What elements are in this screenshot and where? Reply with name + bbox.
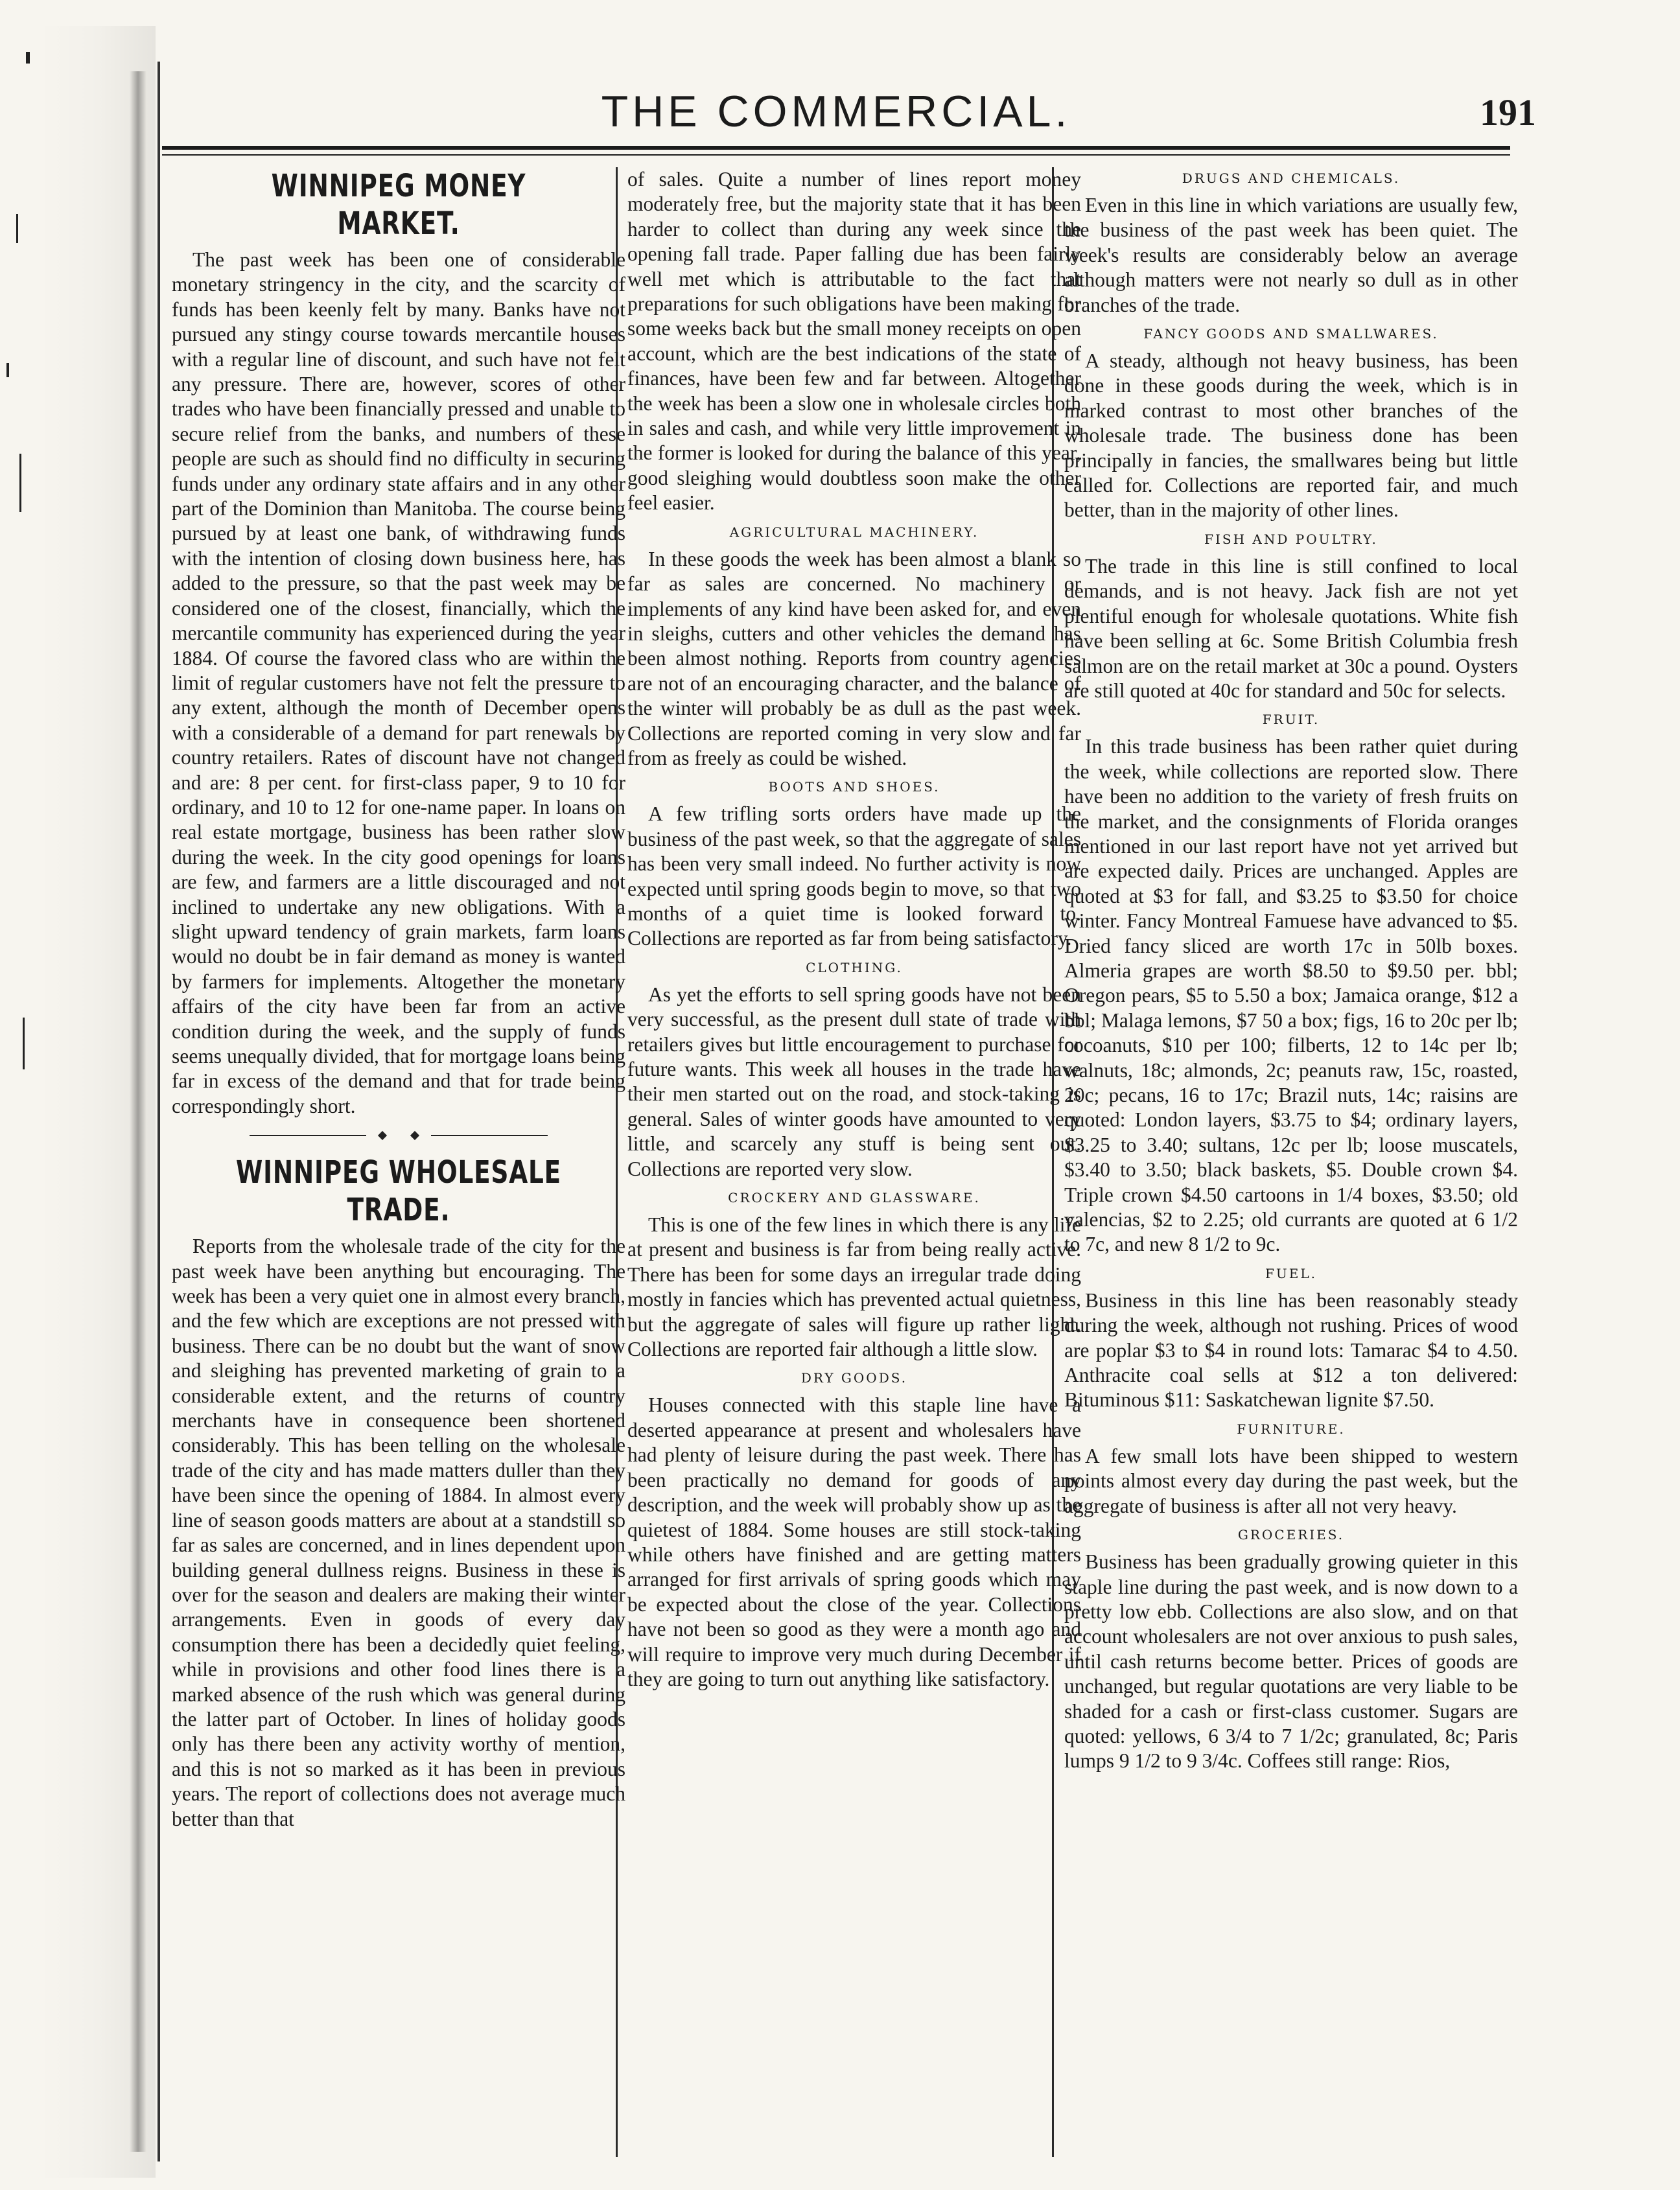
binding-speck [158,62,160,2161]
section-title-furniture: FURNITURE. [1237,1421,1346,1437]
header-rule-thick [162,146,1510,150]
column-2 [627,167,1081,2157]
binding-speck [16,214,18,243]
binding-speck [19,454,21,512]
money-market-text: The past week has been one of considerable monetary stringency in the city, and the scarcity of funds has been keenly felt by many. Banks have not pursued any stingy course towards mercantile houses with a regular line of discount, and such have not felt any pressure. There are, however, scores of other trades who have been financially pressed and unable to secure relief from the banks, and numbers of these people are such as should find no difficulty in securing funds under any ordinary state affairs and in any other part of the Dominion than Manitoba. The course being pursued by at least one bank, of withdrawing funds with the intention of closing down business here, has added to the pressure, so that the past week may be considered one of the closest, financially, which the mercantile community has experienced during the year 1884. Of course the favored class who are within the limit of regular customers have not felt the pressure to any extent, although the month of December opens with a considerable of a demand for part renewals by country retailers. Rates of discount have not changed and are: 8 per cent. for first-class paper, 9 to 10 for ordinary, and 10 to 12 for one-name paper. In loans on real estate mortgage, business has been rather slow during the week. In the city good openings for loans are few, and farmers are a little discouraged and not inclined to undertake any new obligations. With a slight upward tendency of grain markets, farm loans would no doubt be in fair demand as money is wanted by farmers for implements. Altogether the monetary affairs of the city have been far from an active condition during the week, and the supply of funds seems unequally divided, that for mortgage loans being far in excess of the demand and that for trade being correspondingly short. [172,248,625,1117]
section-title-clothing: CLOTHING. [806,959,903,975]
section-title-boots-and-shoes: BOOTS AND SHOES. [768,779,940,795]
binding-speck [130,71,146,2152]
binding-speck [6,363,9,377]
journal-title: THE COMMERCIAL. [601,87,1071,136]
section-title-fish-and-poultry: FISH AND POULTRY. [1204,531,1378,547]
column-3 [1064,167,1518,2157]
section-text-fruit: In this trade business has been rather quiet during the week, while collections are reported slow. There have been no addition to the variety of fresh fruits on the market, and the consignments of Florida oranges mentioned in our last report have not yet arrived but are expected daily. Prices are unchanged. Apples are quoted at $3 for fall, and $3.25 to $3.50 for choice winter. Fancy Montreal Famuese have advanced to $5. Dried fancy sliced are worth 17c in 50lb boxes. Almeria grapes are worth $8.50 to $9.50 per. bbl; Oregon pears, $5 to 5.50 a box; Jamaica orange, $12 a bbl; Malaga lemons, $7 50 a box; figs, 16 to 20c per lb; cocoanuts, $10 per 100; filberts, 12 to 14c per lb; walnuts, 18c; almonds, 2c; peanuts raw, 15c, roasted, 20c; pecans, 16 to 17c; Brazil nuts, 14c; raisins are quoted: London layers, $3.75 to $4; ordinary layers, $3.25 to 3.40; sultans, 12c per lb; loose muscatels, $3.40 to 3.50; black baskets, $5. Double crown $4. Triple crown $4.50 cartoons in 1/4 boxes, $3.50; old valencias, $2 to 2.25; old currants are quoted at 6 1/2 to 7c, and new 8 1/2 to 9c. [1064,735,1518,1256]
section-title-fuel: FUEL. [1265,1265,1317,1281]
section-text-fish-and-poultry: The trade in this line is still confined to local demands, and is not heavy. Jack fish are not yet plentiful enough for wholesale quotations. White fish have been selling at 6c. Some British Columbia fresh salmon are on the retail market at 30c a pound. Oysters are still quoted at 40c for standard and 50c for selects. [1064,554,1518,702]
section-text-drugs-and-chemicals: Even in this line in which variations are usually few, the business of the past week has been quiet. The week's results are considerably below an average although matters were not nearly so dull as in other branches of the trade. [1064,194,1518,316]
section-title-groceries: GROCERIES. [1237,1527,1345,1543]
section-title-dry-goods: DRY GOODS. [800,1370,908,1386]
section-text-fuel: Business in this line has been reasonably steady during the week, although not rushing. Prices of wood are poplar $3 to $4 in round lots: Tamarac $4 to 4.50. Anthracite coal sells at $12 a ton delivered: Bituminous $11: Saskatchewan lignite $7.50. [1064,1288,1518,1412]
column-1 [172,167,625,2157]
wholesale-trade-continued: of sales. Quite a number of lines report money moderately free, but the majority state that it has been harder to collect than during any week since the opening fall trade. Paper falling due has been fairly well met which is attributable to the fact that preparations for such obligations have been making for some weeks back but the small money receipts on open account, which are the best indications of the state of finances, have been few and far between. Altogether the week has been a slow one in wholesale circles both in sales and cash, and while very little improvement in the former is looked for during the balance of this year, good sleighing would doubtless soon make the other feel easier. [627,168,1081,515]
wholesale-trade-text: Reports from the wholesale trade of the city for the past week have been anything but encouraging. The week has been a very quiet one in almost every branch, and the few which are exceptions are not pressed with business. There can be no doubt but the want of snow and sleighing has prevented marketing of grain to a considerable extent, and the returns of country merchants have in consequence been shortened considerably. This has been telling on the wholesale trade of the city and has made matters duller than they have been since the opening of 1884. In almost every line of season goods matters are about at a standstill so far as sales are concerned, and in lines dependent upon building general dullness reigns. Business in these is over for the season and dealers are making their winter arrangements. Even in goods of every day consumption there has been a decidedly quiet feeling, while in provisions and other food lines there is a marked absence of the rush which was general during the latter part of October. In lines of holiday goods only has there been any activity worthy of mention, and this is not so marked as it has been in previous years. The report of collections does not average much better than that [172,1235,625,1830]
money-market-headline: WINNIPEG MONEY MARKET. [271,168,526,242]
section-text-furniture: A few small lots have been shipped to western points almost every day during the past week, but the aggregate of business is after all not very heavy. [1064,1444,1518,1517]
section-title-fancy-goods: FANCY GOODS AND SMALLWARES. [1143,326,1439,342]
section-title-fruit: FRUIT. [1262,712,1320,728]
section-title-crockery-and-glassware: CROCKERY AND GLASSWARE. [728,1190,981,1206]
section-text-crockery-and-glassware: This is one of the few lines in which there is any life at present and business is far from being really active. There has been for some days an irregular trade doing mostly in fancies which has prevented actual quietness, but the aggregate of sales will figure up rather light. Collections are reported fair although a little slow. [627,1213,1081,1361]
section-text-agricultural-machinery: In these goods the week has been almost a blank so far as sales are concerned. No machinery or implements of any kind have been asked for, and even in sleighs, cutters and other vehicles the demand has been almost nothing. Reports from country agencies are not of an encouraging character, and the balance of the winter will probably be as dull as the past week. Collections are reported coming in very slow and far from as freely as could be wished. [627,547,1081,769]
binding-speck [26,52,30,64]
page-number: 191 [1480,91,1536,134]
article-divider [172,1121,625,1150]
wholesale-trade-headline: WINNIPEG WHOLESALE TRADE. [236,1154,561,1229]
header-rule-thin [162,154,1510,156]
section-text-fancy-goods: A steady, although not heavy business, has been done in these goods during the week, which is in marked contrast to most other branches of the wholesale trade. The business done has been principally in fancies, the smallwares being but little called for. Collections are reported fair, and much better, than in the majority of other lines. [1064,349,1518,522]
section-text-clothing: As yet the efforts to sell spring goods have not been very successful, as the present dull state of trade with retailers gives but little encouragement to purchase for future wants. This week all houses in the trade have their men started out on the road, and stock-taking is general. Sales of winter goods have amounted to very little, and scarcely any stuff is being sent out. Collections are reported very slow. [627,983,1081,1180]
section-text-boots-and-shoes: A few trifling sorts orders have made up the business of the past week, so that the aggregate of sales has been very small indeed. No further activity is now expected until spring goods begin to move, so that two months of a quiet time is looked forward to. Collections are reported as far from being satisfactory. [627,802,1081,950]
binding-speck [23,1018,25,1069]
section-title-drugs-and-chemicals: DRUGS AND CHEMICALS. [1182,170,1401,186]
running-header [162,84,1536,156]
section-text-groceries: Business has been gradually growing quieter in this staple line during the past week, and is now down to a pretty low ebb. Collections are also slow, and on that account wholesalers are not over anxious to push sales, until cash returns become better. Prices of goods are unchanged, but regular quotations are very liable to be shaded for a cash or first-class customer. Sugars are quoted: yellows, 6 3/4 to 7 1/2c; granulated, 8c; Paris lumps 9 1/2 to 9 3/4c. Coffees still range: Rios, [1064,1550,1518,1773]
section-text-dry-goods: Houses connected with this staple line have a deserted appearance at present and wholesalers have had plenty of leisure during the past week. There has been practically no demand for goods of any description, and the week will probably show up as the quietest of 1884. Some houses are still stock-taking while others have finished and are getting matters arranged for first arrivals of spring goods which may be expected about the close of the year. Collections have not been so good as they were a month ago and will require to improve very much during December if they are going to turn out anything like satisfactory. [627,1393,1081,1690]
section-title-agricultural-machinery: AGRICULTURAL MACHINERY. [729,524,979,540]
